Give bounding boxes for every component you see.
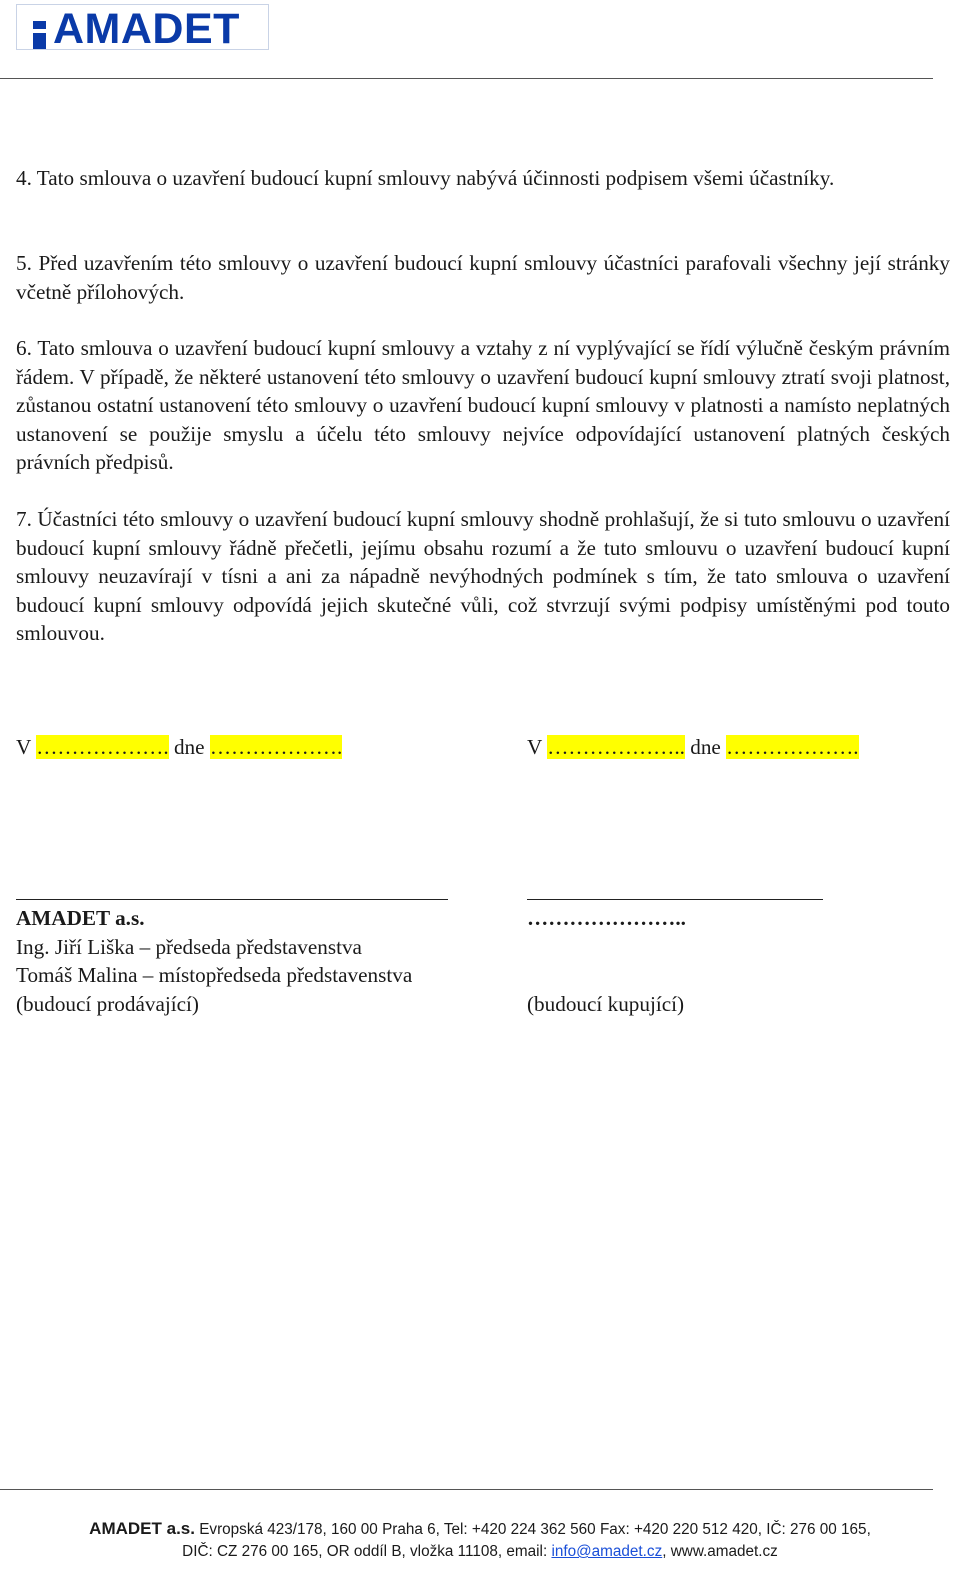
buyer-signature-block [527, 904, 686, 1018]
place-blank-left: ………………. [36, 735, 169, 759]
clause-6: 6. Tato smlouva o uzavření budoucí kupní smlouvy a vztahy z ní vyplývající se řídí výlučně českým právním řádem. V případě, že některé ustanovení této smlouvy o uzavření budoucí kupní smlouvy ztratí svoji platnost, zůstanou ostatní ustanovení této smlouvy o uzavření budoucí kupní smlouvy v platnosti a namísto neplatných ustanovení se použije smyslu a účelu této smlouvy nejvíce odpovídající ustanovení platných českých právních předpisů. [16, 336, 950, 474]
place-blank-right: ……………….. [547, 735, 685, 759]
footer-company: AMADET a.s. [89, 1519, 195, 1538]
clause-5: 5. Před uzavřením této smlouvy o uzavření budoucí kupní smlouvy účastníci parafovali všechny její stránky včetně přílohových. [16, 251, 950, 304]
seller-role: (budoucí prodávající) [16, 991, 199, 1016]
seller-signatory-2: Tomáš Malina – místopředseda představenstva [16, 963, 413, 987]
footer-line-1: AMADET a.s. Evropská 423/178, 160 00 Praha 6, Tel: +420 224 362 560 Fax: +420 220 512 420, IČ: 276 00 165, [89, 1519, 871, 1538]
footer-line-2: DIČ: CZ 276 00 165, OR oddíl B, vložka 11108, email: info@amadet.cz, www.amadet.cz [182, 1543, 778, 1560]
company-logo [16, 4, 269, 53]
header-divider [0, 78, 933, 79]
signature-line-seller [16, 899, 448, 900]
place-date-right: V ……………….. dne ………………. [527, 735, 859, 759]
date-blank-right: ………………. [726, 735, 859, 759]
logo-text: AMADET [53, 5, 240, 53]
footer-email-link[interactable]: info@amadet.cz [551, 1543, 663, 1560]
seller-signature-block [16, 904, 412, 1018]
seller-signatory-1: Ing. Jiří Liška – předseda představenstva [16, 934, 362, 959]
logo-mark-icon [33, 21, 46, 49]
clause-4: 4. Tato smlouva o uzavření budoucí kupní smlouvy nabývá účinnosti podpisem všemi účastníky. [16, 166, 835, 190]
date-blank-left: ………………. [209, 735, 343, 759]
signature-line-buyer [527, 899, 823, 900]
seller-name: AMADET a.s. [16, 906, 145, 930]
clause-7: 7. Účastníci této smlouvy o uzavření budoucí kupní smlouvy shodně prohlašují, že si tuto smlouvu o uzavření budoucí kupní smlouvy řádně přečetli, jejímu obsahu rozumí a že tuto smlouvu o uzavření budoucí kupní smlouvy neuzavírají v tísni a ani za nápadně nevýhodných podmínek s tím, že tato smlouva o uzavření budoucí kupní smlouvy odpovídá jejich skutečné vůli, což stvrzují svými podpisy umístěnými pod touto smlouvou. [16, 507, 950, 645]
buyer-name: ………………….. [527, 906, 686, 930]
buyer-role: (budoucí kupující) [527, 991, 685, 1016]
footer-divider [0, 1489, 933, 1490]
place-date-left: V ………………. dne ………………. [16, 735, 343, 759]
